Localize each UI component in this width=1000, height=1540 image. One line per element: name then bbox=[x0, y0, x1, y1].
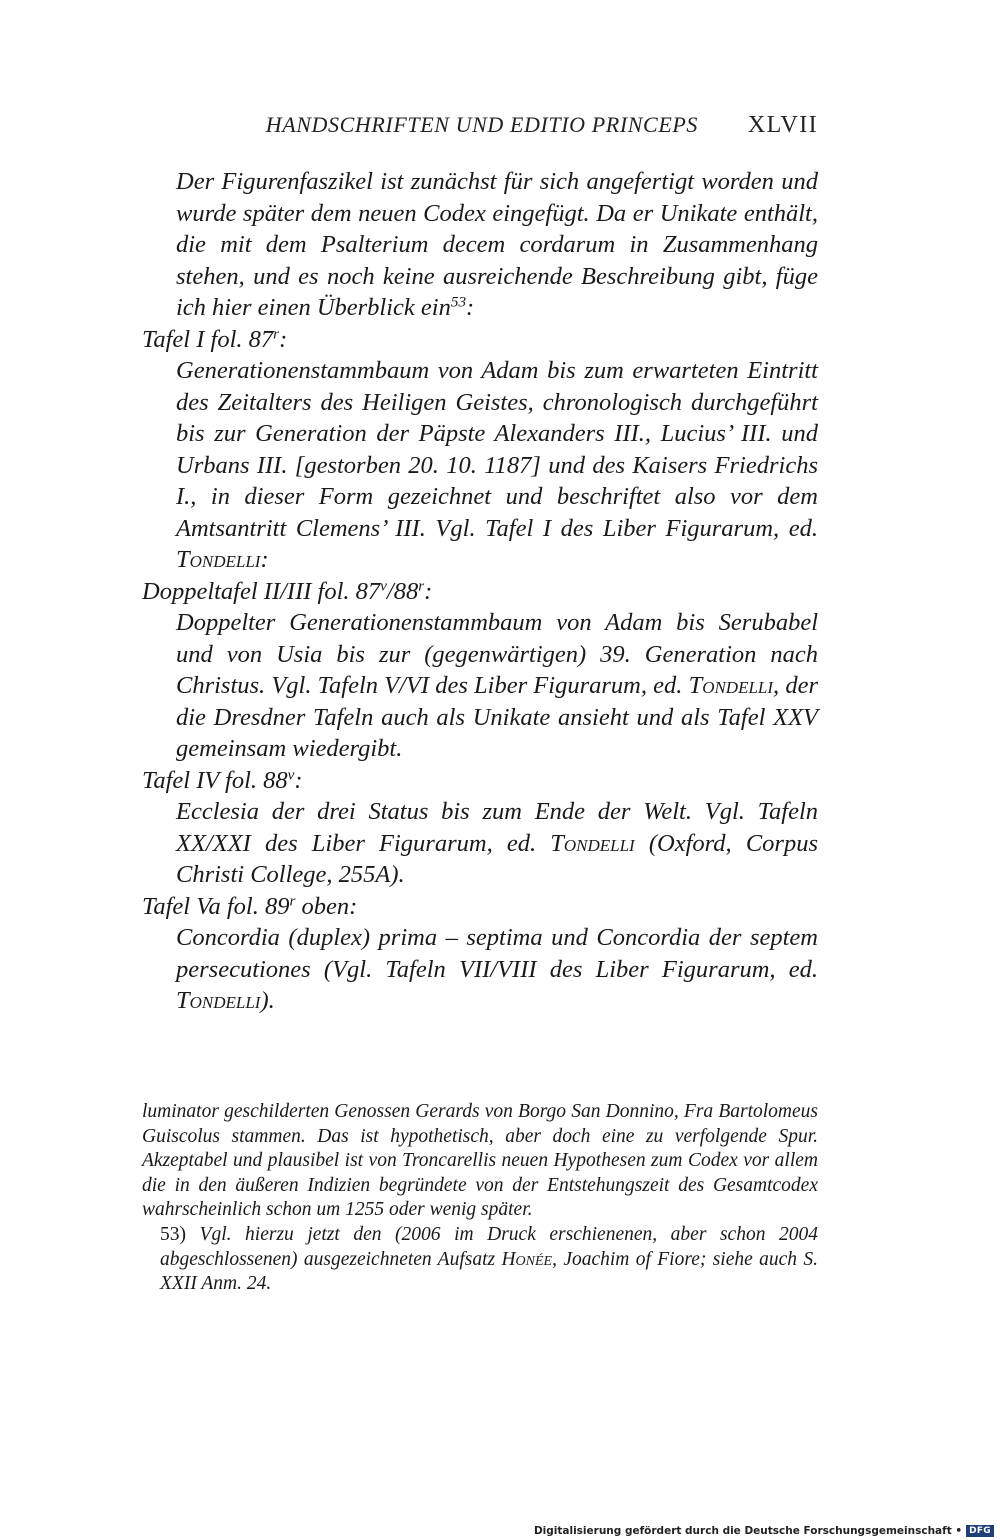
entry-heading-doppeltafel: Doppeltafel II/III fol. 87$^v$/88$^r$: bbox=[142, 577, 433, 605]
entry-heading-tafel-4: Tafel IV fol. 88$^v$: bbox=[142, 766, 303, 794]
footnote-53: 53) Vgl. hierzu jetzt den (2006 im Druck erschienenen, aber schon 2004 abgeschlossenen) ausgezeichneten Aufsatz Honée, Joachim of Fiore; siehe auch S. XXII Anm. 24. bbox=[160, 1223, 818, 1295]
entry-heading-tafel-1: Tafel I fol. 87$^r$: bbox=[142, 325, 288, 353]
author-name: Tondelli bbox=[176, 546, 261, 573]
author-name: Tondelli bbox=[176, 987, 261, 1014]
footer-credit: Digitalisierung gefördert durch die Deutsche Forschungsgemeinschaft • bbox=[533, 1525, 963, 1537]
author-name: Honée bbox=[501, 1248, 553, 1270]
intro-paragraph: Der Figurenfaszikel ist zunächst für sich angefertigt worden und wurde später dem neuen Codex eingefügt. Da er Unikate enthält, die mit dem Psalterium decem cordarum in Zusammenhang stehen, und es noch keine ausreichende Beschreibung gibt, füge ich hier einen Überblick ein$^{53}$: bbox=[176, 168, 818, 321]
dfg-logo: DFG bbox=[966, 1525, 994, 1537]
footnote-ref-53[interactable]: 53 bbox=[450, 293, 467, 311]
main-text bbox=[142, 166, 818, 1017]
footnotes bbox=[142, 1100, 818, 1297]
entry-body-tafel-1: Generationenstammbaum von Adam bis zum erwarteten Eintritt des Zeitalters des Heiligen Geistes, chronologisch durchgeführt bis zur Generation der Päpste Alexanders III., Lucius’ III. und Urbans III. [gestorben 20. 10. 1187] und des Kaisers Friedrichs I., in dieser Form gezeichnet und beschriftet also vor dem Amtsantritt Clemens’ III. Vgl. Tafel I des Liber Figurarum, ed. Tondelli: bbox=[176, 357, 818, 573]
running-title: HANDSCHRIFTEN UND EDITIO PRINCEPS bbox=[265, 112, 698, 137]
footnote-continuation: luminator geschilderten Genossen Gerards von Borgo San Donnino, Fra Bartolomeus Guiscolus stammen. Das ist hypothetisch, aber doch eine zu verfolgende Spur. Akzeptabel und plausibel ist von Troncarellis neuen Hypothesen zum Codex vor allem die in den äußeren Indizien begründete von der Entstehungszeit des Gesamtcodex wahrscheinlich schon um 1255 oder wenig später. bbox=[142, 1101, 818, 1221]
entry-body-doppeltafel: Doppelter Generationenstammbaum von Adam bis Serubabel und von Usia bis zur (gegenwärtigen) 39. Generation nach Christus. Vgl. Tafeln V/VI des Liber Figurarum, ed. Tondelli, der die Dresdner Tafeln auch als Unikate ansieht und als Tafel XXV gemeinsam wiedergibt. bbox=[176, 609, 818, 762]
entry-body-tafel-5a: Concordia (duplex) prima – septima und Concordia der septem persecutiones (Vgl. Tafeln VII/VIII des Liber Figurarum, ed. Tondelli). bbox=[176, 924, 818, 1014]
page-number: XLVII bbox=[747, 112, 818, 138]
author-name: Tondelli bbox=[550, 829, 635, 857]
author-name: Tondelli bbox=[688, 672, 774, 699]
entry-heading-tafel-5a: Tafel Va fol. 89$^r$ oben: bbox=[142, 892, 358, 920]
entry-body-tafel-4: Ecclesia der drei Status bis zum Ende der Welt. Vgl. Tafeln XX/XXI des Liber Figurarum, ed. Tondelli (Oxford, Corpus Christi College, 255A). bbox=[176, 798, 818, 888]
digitization-footer bbox=[534, 1524, 994, 1538]
footnote-number: 53) bbox=[160, 1223, 186, 1245]
intro-text: Der Figurenfaszikel ist zunächst für sich angefertigt worden und wurde später dem neuen Codex eingefügt. Da er Unikate enthält, die mit dem Psalterium decem cordarum in Zusammenhang stehen, und es noch keine ausreichende Beschreibung gibt, füge ich hier einen Überblick ein bbox=[176, 168, 818, 321]
